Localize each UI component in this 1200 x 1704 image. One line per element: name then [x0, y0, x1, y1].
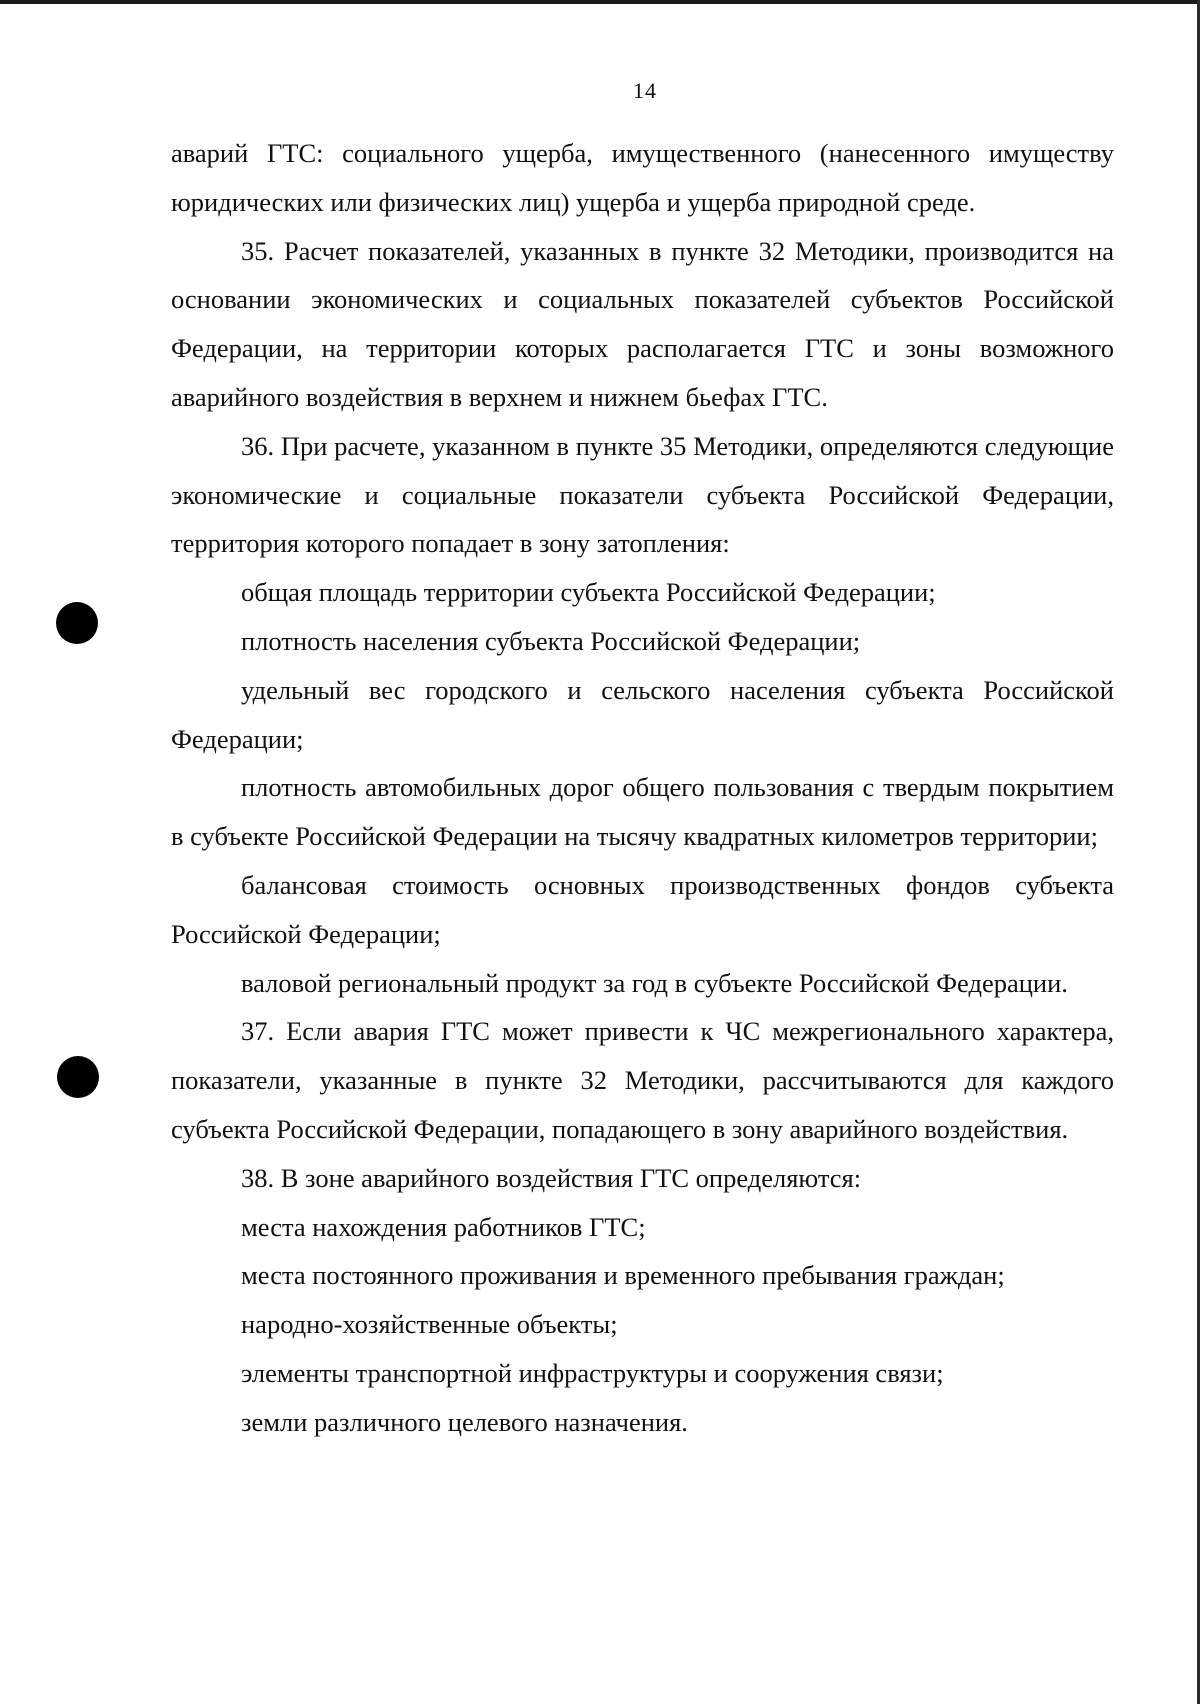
punch-hole: [56, 602, 98, 644]
list-item: элементы транспортной инфраструктуры и сооружения связи;: [241, 1357, 944, 1388]
list-item: удельный вес городского и сельского населения субъекта Российской Федерации;: [171, 674, 1114, 754]
list-item: общая площадь территории субъекта Российской Федерации;: [241, 577, 936, 608]
scan-edge-top: [0, 0, 1200, 4]
list-item: балансовая стоимость основных производственных фондов субъекта Российской Федерации;: [171, 869, 1114, 949]
list-item: плотность населения субъекта Российской Федерации;: [241, 625, 861, 656]
page-number: 14: [633, 78, 657, 103]
punch-hole: [57, 1056, 99, 1098]
paragraph-37: 37. Если авария ГТС может привести к ЧС межрегионального характера, показатели, указанные в пункте 32 Методики, рассчитываются для каждого субъекта Российской Федерации, попадающего в зону аварийного воздействия.: [171, 1016, 1114, 1144]
paragraph-38: 38. В зоне аварийного воздействия ГТС определяются:: [241, 1162, 862, 1193]
paragraph-35: 35. Расчет показателей, указанных в пункте 32 Методики, производится на основании экономических и социальных показателей субъектов Российской Федерации, на территории которых располагается ГТС и зоны возможного аварийного воздействия в верхнем и нижнем бьефах ГТС.: [171, 235, 1114, 412]
list-item: места нахождения работников ГТС;: [241, 1211, 646, 1242]
list-item: валовой региональный продукт за год в субъекте Российской Федерации.: [241, 967, 1068, 998]
paragraph-36: 36. При расчете, указанном в пункте 35 Методики, определяются следующие экономические и социальные показатели субъекта Российской Федерации, территория которого попадает в зону затопления:: [171, 430, 1114, 559]
document-body: [171, 129, 1114, 1447]
list-item: места постоянного проживания и временного пребывания граждан;: [241, 1260, 1005, 1291]
list-item: земли различного целевого назначения.: [241, 1406, 688, 1437]
paragraph-continuation: аварий ГТС: социального ущерба, имущественного (нанесенного имуществу юридических или физических лиц) ущерба и ущерба природной среде.: [171, 138, 1114, 217]
list-item: народно-хозяйственные объекты;: [241, 1309, 618, 1340]
list-item: плотность автомобильных дорог общего пользования с твердым покрытием в субъекте Российской Федерации на тысячу квадратных километров территории;: [171, 772, 1114, 852]
